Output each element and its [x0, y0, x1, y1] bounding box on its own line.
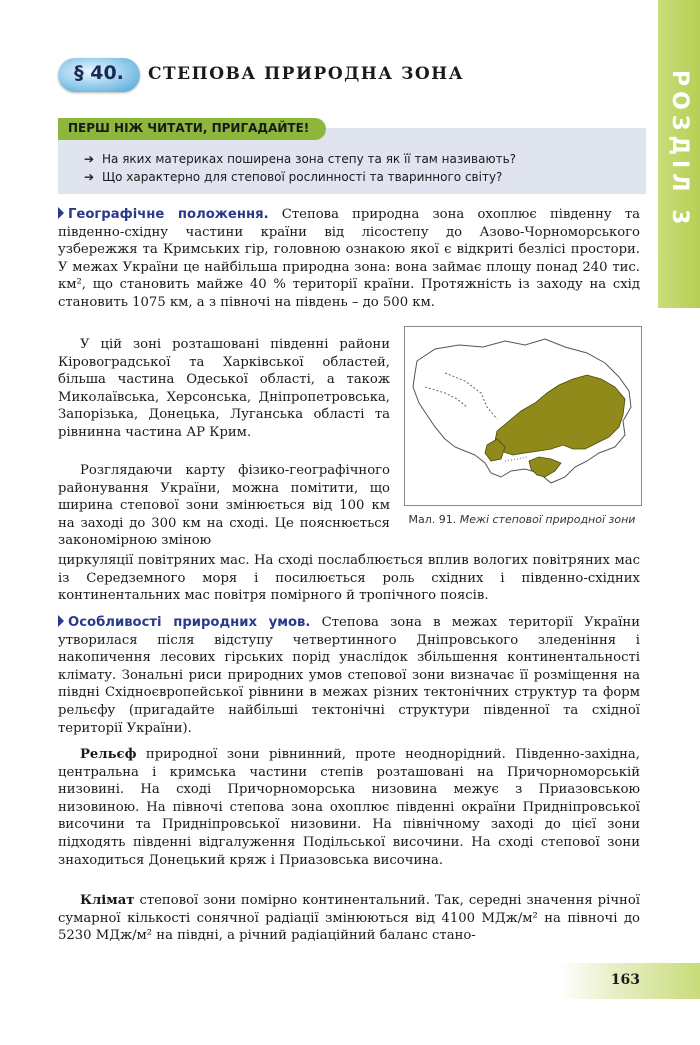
- paragraph-natural-conditions: Особливості природних умов. Степова зона в межах території України утворилася після відступу четвертинного Дніпровського зледеніння і накопичення лесових гірських порід унаслідок збільшення континентальності клімату. Зональні риси природних умов степової зони визначає її розміщення на півдні Східноєвропейської рівнини в межах різних тектонічних структур та форм рельєфу (пригадайте найбільші тектонічні структури південної та східної території України).: [58, 615, 640, 736]
- subheading: Особливості природних умов.: [68, 615, 311, 630]
- heading-marker-icon: [58, 207, 64, 219]
- term-climate: Клімат: [80, 893, 135, 908]
- page-number: 163: [610, 972, 640, 988]
- pre-reading-title: ПЕРШ НІЖ ЧИТАТИ, ПРИГАДАЙТЕ!: [68, 121, 310, 135]
- paragraph-relief: Рельєф природної зони рівнинний, проте неоднорідний. Південно-західна, центральна і кримська частини степів розташовані на Причорноморській низовині. На сході Причорноморська низовина межує з Приазовською низовиною. На півночі степова зона охоплює південні окраїни Придніпровської височини та Придніпровської низовини. На північному заході до цієї зони підходять південні відгалуження Подільської височини. На сході степової зони знаходиться Донецький кряж і Приазовська височина.: [58, 747, 640, 868]
- subheading: Географічне положення.: [68, 207, 269, 222]
- zone-boundary-line: [445, 373, 497, 419]
- section-number-badge: [58, 58, 140, 92]
- steppe-zone-area: [495, 375, 625, 455]
- coastline: [505, 457, 527, 461]
- pre-reading-header: [58, 118, 326, 140]
- chapter-side-tab: [658, 0, 700, 308]
- pre-reading-question: ➔ На яких материках поширена зона степу та як її там називають?: [84, 152, 517, 166]
- paragraph-climate: Клімат степової зони помірно континентальний. Так, середні значення річної сумарної кількості сонячної радіації змінюються від 4100 МДж/м² на півночі до 5230 МДж/м² на півдні, а річний радіаційний баланс стано-: [58, 893, 640, 944]
- ukraine-map-svg: [405, 327, 641, 505]
- section-number: § 40.: [74, 62, 124, 84]
- heading-marker-icon: [58, 615, 64, 627]
- paragraph-regions: У цій зоні розташовані південні райони Кіровоградської та Харківської областей, більша частина Одеської області, а також Миколаївська, Херсонська, Дніпропетровська, Запорізька, Донецька, Луганська області та рівнинна частина АР Крим.: [58, 337, 390, 440]
- chapter-label: РОЗДІЛ 3: [667, 70, 692, 230]
- paragraph-zone-width: Розглядаючи карту фізико-географічного районування України, можна помітити, що ширина степової зони змінюється від 100 км на заході до 300 км на сході. Це пояснюється закономірною зміною: [58, 463, 390, 549]
- paragraph-geographic-position: Географічне положення. Степова природна зона охоплює південну та південно-східну частини країни від лісостепу до Азово-Чорноморського узбережжя та Кримських гір, головною ознакою якої є відкриті безлісі простори. У межах України це найбільша природна зона: вона займає площу понад 240 тис. км², що становить майже 40 % території країни. Протяжність із заходу на схід становить 1075 км, а з півночі на південь – до 500 км.: [58, 207, 640, 310]
- zone-boundary-line: [425, 387, 467, 407]
- figure-caption: Мал. 91. Межі степової природної зони: [408, 513, 636, 526]
- steppe-zone-map: [404, 326, 642, 506]
- paragraph-air-circulation: циркуляції повітряних мас. На сході послаблюється вплив вологих повітряних мас із Середземного моря і посилюється роль східних і південно-східних континентальних мас повітря помірного й тропічного поясів.: [58, 553, 640, 604]
- section-title: СТЕПОВА ПРИРОДНА ЗОНА: [148, 64, 465, 84]
- arrow-icon: ➔: [84, 170, 95, 184]
- pre-reading-question: ➔ Що характерно для степової рослинності та тваринного світу?: [84, 170, 503, 184]
- crimea-area: [529, 457, 561, 477]
- term-relief: Рельєф: [80, 747, 137, 762]
- arrow-icon: ➔: [84, 152, 95, 166]
